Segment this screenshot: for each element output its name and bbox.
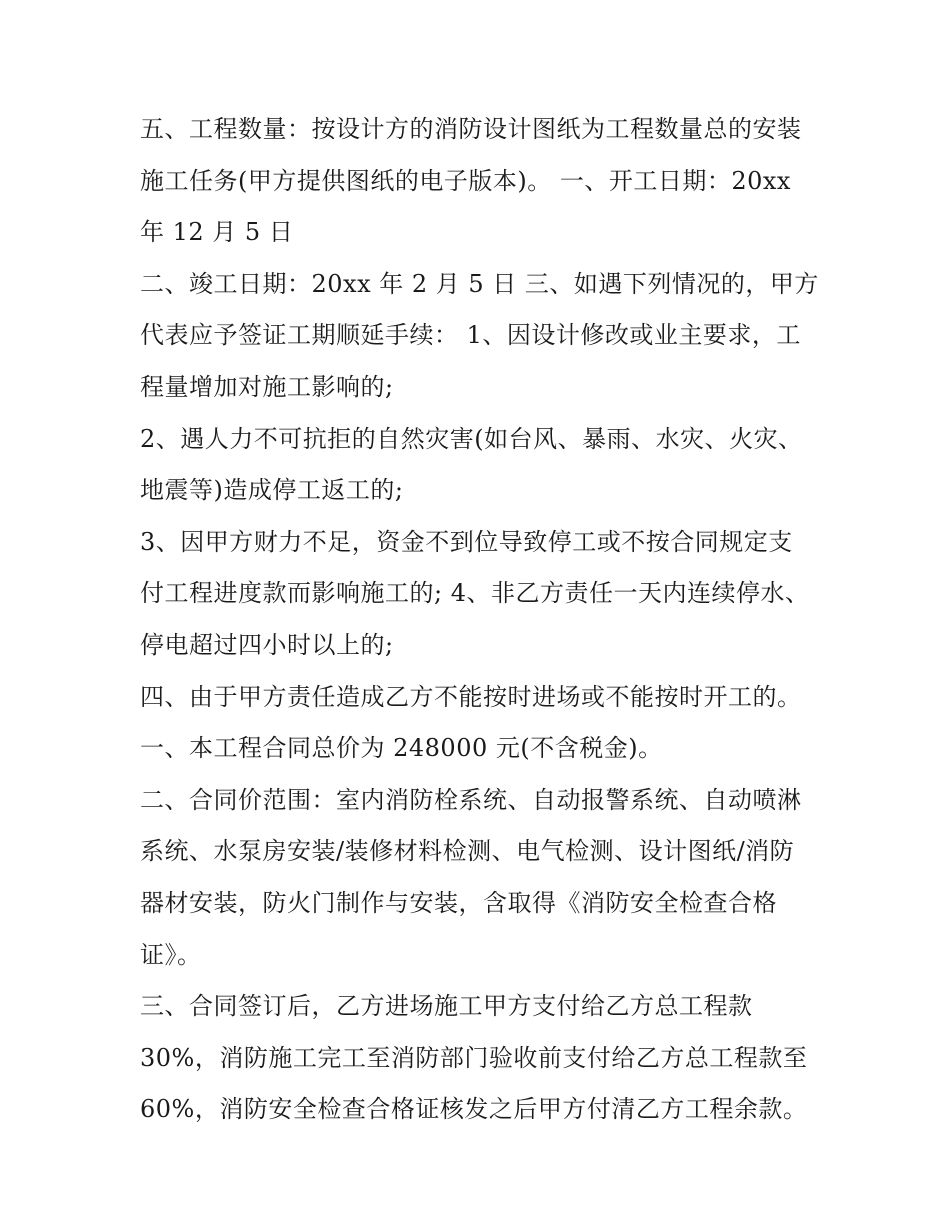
text-line: 60%，消防安全检查合格证核发之后甲方付清乙方工程余款。 [140,1095,808,1124]
text-line: 一、本工程合同总价为 248000 元(不含税金)。 [140,734,663,763]
text-line: 二、合同价范围：室内消防栓系统、自动报警系统、自动喷淋 [140,785,802,814]
text-line: 3、因甲方财力不足，资金不到位导致停工或不按合同规定支 [140,527,793,556]
text-line: 程量增加对施工影响的; [140,372,394,401]
text-line: 系统、水泵房安装/装修材料检测、电气检测、设计图纸/消防 [140,837,795,866]
text-line: 2、遇人力不可抗拒的自然灾害(如台风、暴雨、水灾、火灾、 [140,424,803,453]
text-line: 年 12 月 5 日 [140,218,294,247]
text-line: 五、工程数量：按设计方的消防设计图纸为工程数量总的安装 [140,115,802,143]
text-line: 三、合同签订后，乙方进场施工甲方支付给乙方总工程款 [140,992,753,1021]
text-line: 付工程进度款而影响施工的; 4、非乙方责任一天内连续停水、 [140,579,810,608]
text-line: 二、竣工日期：20xx 年 2 月 5 日 三、如遇下列情况的，甲方 [140,269,819,298]
document-body [140,104,819,1136]
text-line: 器材安装，防火门制作与安装，含取得《消防安全检查合格 [140,888,777,917]
text-line: 地震等)造成停工返工的; [140,476,404,505]
text-line: 代表应予签证工期顺延手续： 1、因设计修改或业主要求，工 [140,321,801,350]
text-line: 施工任务(甲方提供图纸的电子版本)。 一、开工日期：20xx [140,166,791,195]
text-line: 证》。 [140,940,202,969]
text-line: 四、由于甲方责任造成乙方不能按时进场或不能按时开工的。 [140,682,802,711]
text-line: 停电超过四小时以上的; [140,630,394,659]
text-line: 30%，消防施工完工至消防部门验收前支付给乙方总工程款至 [140,1043,808,1072]
